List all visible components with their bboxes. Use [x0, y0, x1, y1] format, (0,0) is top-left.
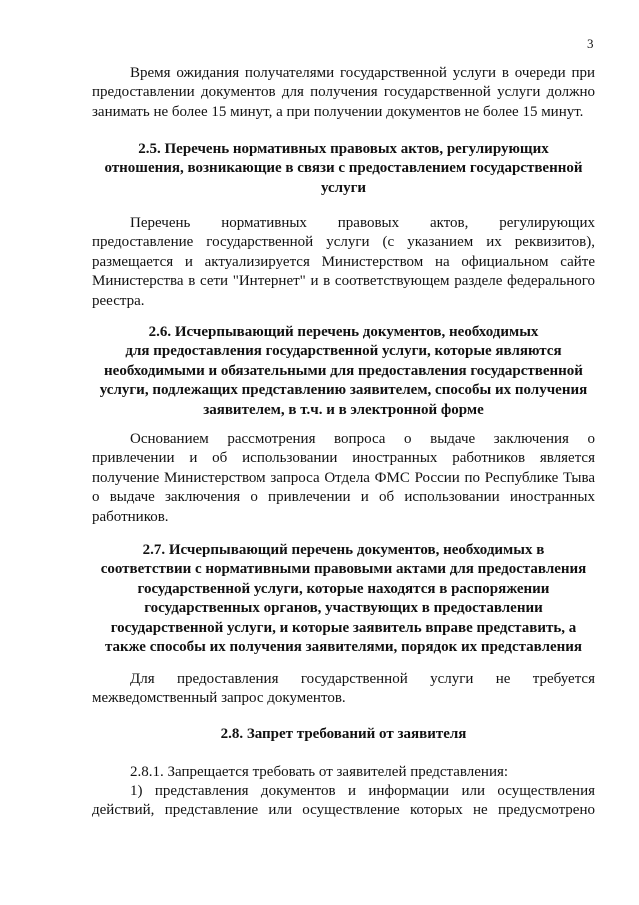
heading-line: 2.5. Перечень нормативных правовых актов, регулирующих [138, 141, 549, 157]
text-line: 2.8.1. Запрещается требовать от заявителей представления: [130, 764, 509, 780]
heading-line: услуги, подлежащих представлению заявителем, способы их получения [99, 382, 588, 399]
text-line: Для предоставления государственной услуги не требуется [130, 671, 595, 687]
text-line: работников. [92, 508, 169, 525]
paragraph-2-7 [92, 670, 595, 709]
heading-line: отношения, возникающие в связи с предоставлением государственной [104, 160, 583, 177]
section-heading-2-5 [92, 140, 595, 198]
heading-line: 2.7. Исчерпывающий перечень документов, необходимых в [142, 542, 545, 558]
text-line: 1) представления документов и информации или осуществления [130, 783, 595, 799]
text-line: размещается и актуализируется Министерством на официальном сайте [92, 253, 595, 270]
text-line: Основанием рассмотрения вопроса о выдаче заключения о [130, 431, 595, 447]
text-line: привлечении и об использовании иностранных работников является [92, 450, 595, 467]
text-line: получение Министерством запроса Отдела ФМС России по Республике Тыва [92, 469, 595, 486]
paragraph-2-8-1-item-1 [92, 782, 595, 821]
heading-line: государственной услуги, которые находятся в распоряжении [137, 580, 550, 597]
paragraph-2-6 [92, 430, 595, 527]
page-number: 3 [587, 36, 594, 51]
heading-line: соответствии с нормативными правовыми актами для предоставления [100, 561, 587, 578]
heading-line: 2.6. Исчерпывающий перечень документов, необходимых [148, 324, 539, 340]
text-line: предоставлении документов для получения государственной услуги должно [92, 84, 595, 101]
heading-line: для предоставления государственной услуги, которые являются [125, 343, 562, 360]
heading-line: необходимыми и обязательными для предоставления государственной [104, 362, 583, 379]
text-line: межведомственный запрос документов. [92, 690, 346, 707]
paragraph-waiting-time [92, 64, 595, 122]
text-line: о выдаче заключения о привлечении и об использовании иностранных [92, 489, 595, 506]
section-heading-2-6 [92, 323, 595, 420]
text-line: предоставление государственной услуги (с указанием их реквизитов), [92, 234, 595, 251]
text-line: Время ожидания получателями государственной услуги в очереди при [130, 65, 595, 81]
text-line: Министерства в сети "Интернет" и в соответствующем разделе федерального [92, 273, 595, 290]
paragraph-2-5 [92, 214, 595, 311]
heading-line: государственных органов, участвующих в предоставлении [144, 600, 543, 617]
section-heading-2-8: 2.8. Запрет требований от заявителя [220, 726, 467, 742]
text-line: действий, представление или осуществление которых не предусмотрено [92, 802, 595, 819]
heading-line: заявителем, в т.ч. и в электронной форме [203, 401, 484, 418]
text-line: занимать не более 15 минут, а при получении документов не более 15 минут. [92, 103, 584, 120]
section-heading-2-7 [92, 541, 595, 657]
heading-line: государственной услуги, и которые заявитель вправе представить, а [110, 619, 577, 636]
heading-line: также способы их получения заявителями, порядок их представления [104, 639, 583, 656]
heading-line: услуги [320, 179, 367, 196]
text-line: реестра. [92, 292, 145, 309]
paragraph-2-8-1 [92, 763, 595, 782]
text-line: Перечень нормативных правовых актов, регулирующих [130, 215, 595, 231]
